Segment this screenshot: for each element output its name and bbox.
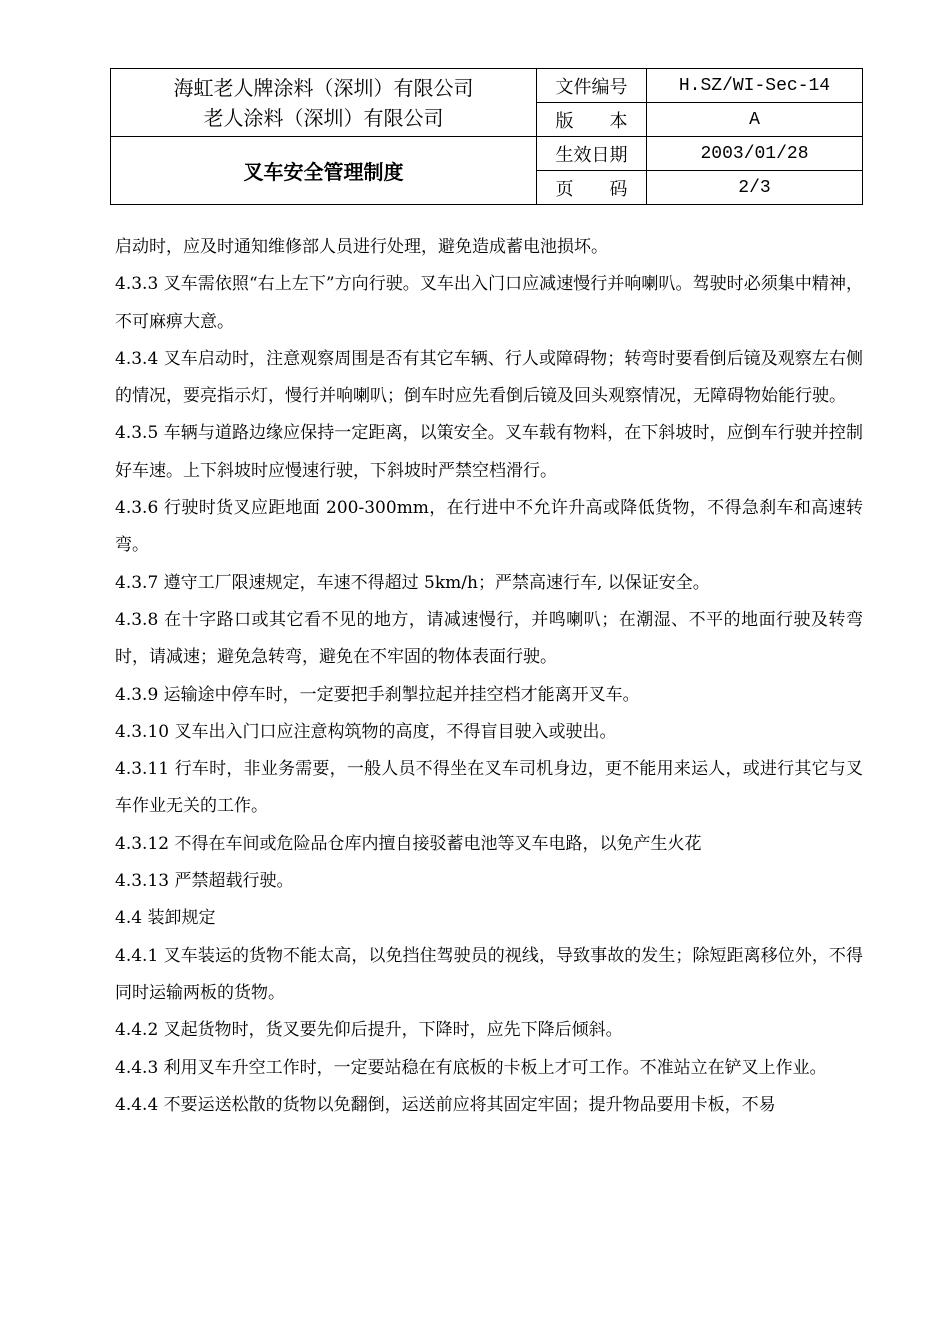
version-label: 版 本 xyxy=(537,103,647,137)
paragraph: 4.3.4 叉车启动时，注意观察周围是否有其它车辆、行人或障碍物；转弯时要看倒后镜及观察左右侧的情况，要亮指示灯，慢行并响喇叭；倒车时应先看倒后镜及回头观察情况，无障碍物始能行驶。 xyxy=(115,348,863,407)
paragraph: 4.3.9 运输途中停车时，一定要把手刹掣拉起并挂空档才能离开叉车。 xyxy=(115,684,640,705)
paragraph: 4.3.12 不得在车间或危险品仓库内擅自接驳蓄电池等叉车电路，以免产生火花 xyxy=(115,833,702,854)
paragraph: 4.3.3 叉车需依照“右上左下”方向行驶。叉车出入门口应减速慢行并响喇叭。驾驶时必须集中精神，不可麻痹大意。 xyxy=(115,274,863,332)
effective-date-value: 2003/01/28 xyxy=(647,137,863,171)
paragraph: 4.4.4 不要运送松散的货物以免翻倒，运送前应将其固定牢固；提升物品要用卡板，不易 xyxy=(115,1094,776,1115)
document-header-table xyxy=(110,68,863,205)
paragraph: 4.3.7 遵守工厂限速规定，车速不得超过 5km/h；严禁高速行车, 以保证安全。 xyxy=(115,572,710,593)
doc-title: 叉车安全管理制度 xyxy=(243,160,404,184)
company-name-primary: 海虹老人牌涂料（深圳）有限公司 xyxy=(173,75,474,100)
doc-number-label: 文件编号 xyxy=(537,69,647,103)
paragraph: 4.4.3 利用叉车升空工作时，一定要站稳在有底板的卡板上才可工作。不准站立在铲叉上作业。 xyxy=(115,1057,827,1078)
paragraph: 4.3.5 车辆与道路边缘应保持一定距离，以策安全。叉车载有物料，在下斜坡时，应倒车行驶并控制好车速。上下斜坡时应慢速行驶，下斜坡时严禁空档滑行。 xyxy=(115,423,863,481)
version-value: A xyxy=(647,103,863,137)
company-name-secondary: 老人涂料（深圳）有限公司 xyxy=(203,105,444,130)
company-name-cell xyxy=(111,69,537,137)
paragraph: 4.4.1 叉车装运的货物不能太高，以免挡住驾驶员的视线，导致事故的发生；除短距离移位外，不得同时运输两板的货物。 xyxy=(115,945,863,1003)
paragraph: 4.3.10 叉车出入门口应注意构筑物的高度，不得盲目驶入或驶出。 xyxy=(115,721,617,742)
paragraph: 启动时，应及时通知维修部人员进行处理，避免造成蓄电池损坏。 xyxy=(115,237,608,257)
page-number-value: 2/3 xyxy=(647,171,863,205)
paragraph: 4.4.2 叉起货物时，货叉要先仰后提升，下降时，应先下降后倾斜。 xyxy=(115,1020,623,1041)
effective-date-label: 生效日期 xyxy=(537,137,647,171)
doc-title-cell xyxy=(111,137,537,205)
section-heading: 4.4 装卸规定 xyxy=(115,908,216,929)
page-number-label: 页 码 xyxy=(537,171,647,205)
document-body xyxy=(115,229,863,1124)
paragraph: 4.3.13 严禁超载行驶。 xyxy=(115,871,294,892)
paragraph: 4.3.11 行车时，非业务需要，一般人员不得坐在叉车司机身边，更不能用来运人，或进行其它与叉车作业无关的工作。 xyxy=(115,759,863,817)
paragraph: 4.3.8 在十字路口或其它看不见的地方，请减速慢行，并鸣喇叭；在潮湿、不平的地面行驶及转弯时，请减速；避免急转弯，避免在不牢固的物体表面行驶。 xyxy=(115,609,863,668)
paragraph: 4.3.6 行驶时货叉应距地面 200-300mm，在行进中不允许升高或降低货物，不得急刹车和高速转弯。 xyxy=(115,498,863,556)
doc-number-value: H.SZ/WI-Sec-14 xyxy=(647,69,863,103)
